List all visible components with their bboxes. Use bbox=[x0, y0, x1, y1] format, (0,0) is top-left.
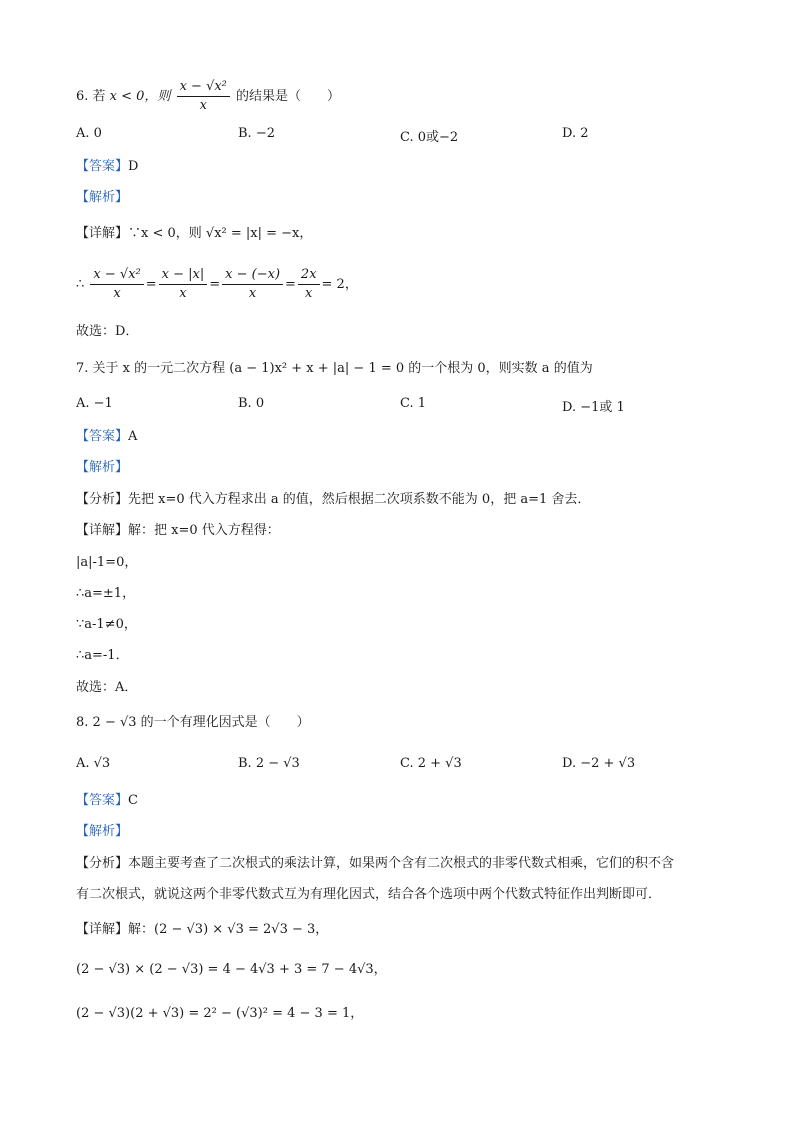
q6-analysis-tag: 【解析】 bbox=[76, 190, 129, 205]
q6-option-a: A. 0 bbox=[76, 126, 102, 141]
q6-step-1-num: x − √x² bbox=[90, 266, 143, 285]
q8-detail-tag: 【详解】 bbox=[76, 922, 129, 937]
q6-detail-text: ∵x < 0，则 √x² = |x| = −x， bbox=[128, 226, 313, 241]
q6-analysis-heading bbox=[76, 188, 128, 208]
q7-detail-tag: 【详解】 bbox=[76, 523, 129, 538]
q6-answer-tag: 【答案】 bbox=[76, 159, 129, 174]
q7-answer-value: A bbox=[128, 429, 138, 444]
q8-analysis-tag: 【解析】 bbox=[76, 824, 129, 839]
q7-analysis-label: 【分析】 bbox=[76, 492, 129, 507]
q8-analysis-line-2: 有二次根式，就说这两个非零代数式互为有理化因式，结合各个选项中两个代数式特征作出判断即可． bbox=[76, 887, 662, 902]
q6-option-c: C. 0或−2 bbox=[400, 130, 459, 145]
q8-detail-line-2: (2 − √3) × (2 − √3) = 4 − 4√3 + 3 = 7 − 4√3， bbox=[76, 962, 387, 977]
q8-option-d: D. −2 + √3 bbox=[562, 756, 636, 771]
q8-detail-line-1 bbox=[76, 920, 328, 940]
q6-detail-tag: 【详解】 bbox=[76, 226, 129, 241]
q6-step-fraction-4 bbox=[298, 266, 320, 303]
q8-analysis-text-1: 本题主要考查了二次根式的乘法计算，如果两个含有二次根式的非零代数式相乘，它们的积不含 bbox=[128, 856, 675, 871]
q6-step-result: = 2， bbox=[321, 277, 358, 292]
q7-detail bbox=[76, 521, 280, 541]
q7-choose: 故选：A． bbox=[76, 680, 138, 695]
q8-option-a: A. √3 bbox=[76, 756, 111, 771]
q6-number: 6. 若 bbox=[76, 89, 110, 104]
q6-step-fraction-2 bbox=[159, 266, 208, 303]
q7-step-1: |a|-1=0， bbox=[76, 555, 138, 570]
q6-step-4-den: x bbox=[305, 286, 313, 301]
q8-answer-value: C bbox=[128, 793, 138, 808]
q6-fraction bbox=[177, 78, 230, 115]
q8-answer bbox=[76, 791, 138, 811]
q6-step-2-num: x − |x| bbox=[159, 266, 208, 285]
q8-stem: 8. 2 − √3 的一个有理化因式是（ ） bbox=[76, 715, 310, 730]
q7-answer bbox=[76, 427, 137, 447]
q6-step-4-num: 2x bbox=[298, 266, 320, 285]
q7-option-b: B. 0 bbox=[238, 396, 265, 411]
q8-detail-text-1: 解：(2 − √3) × √3 = 2√3 − 3， bbox=[128, 922, 329, 937]
q7-step-3: ∵a-1≠0， bbox=[76, 617, 137, 632]
q6-step-1-den: x bbox=[113, 286, 121, 301]
q8-analysis-line-1 bbox=[76, 854, 674, 874]
q7-analysis bbox=[76, 490, 590, 510]
q7-detail-text: 解：把 x=0 代入方程得： bbox=[128, 523, 280, 538]
q7-step-4: ∴a=-1． bbox=[76, 648, 129, 663]
q8-analysis-label: 【分析】 bbox=[76, 856, 129, 871]
q6-fraction-denominator: x bbox=[199, 98, 207, 113]
q6-step-3-num: x − (−x) bbox=[222, 266, 283, 285]
q6-therefore: ∴ bbox=[76, 277, 85, 292]
q7-option-c: C. 1 bbox=[400, 396, 427, 411]
q6-derivation: ∴ $\frac{\text{x − √x²}}{x}$ = $\frac{x - |x|}{x}$ = $\frac{x - (-x)}{x}$ = $\frac{2x}{x}$ = 2， bbox=[76, 267, 358, 301]
q6-step-fraction-1 bbox=[90, 266, 143, 303]
q7-option-d: D. −1或 1 bbox=[562, 400, 625, 415]
q8-option-b: B. 2 − √3 bbox=[238, 756, 300, 771]
q7-option-a: A. −1 bbox=[76, 396, 113, 411]
q6-step-3-den: x bbox=[248, 286, 257, 301]
q6-choose: 故选：D． bbox=[76, 324, 139, 339]
q7-answer-tag: 【答案】 bbox=[76, 429, 129, 444]
q7-step-2: ∴a=±1， bbox=[76, 586, 136, 601]
q7-analysis-heading bbox=[76, 458, 128, 478]
q7-analysis-text: 先把 x=0 代入方程求出 a 的值，然后根据二次项系数不能为 0，把 a=1 舍去． bbox=[128, 492, 591, 507]
q6-answer-value: D bbox=[128, 159, 139, 174]
q6-option-b: B. −2 bbox=[238, 126, 275, 141]
q6-stem bbox=[76, 78, 340, 115]
q8-analysis-heading bbox=[76, 822, 128, 842]
q6-fraction-numerator: x − √x² bbox=[177, 78, 230, 97]
q6-stem-tail: 的结果是（ ） bbox=[231, 89, 341, 104]
q8-detail-line-3: (2 − √3)(2 + √3) = 2² − (√3)² = 4 − 3 = 1， bbox=[76, 1006, 364, 1021]
q7-analysis-tag: 【解析】 bbox=[76, 460, 129, 475]
q6-condition: x < 0，则 bbox=[109, 89, 175, 104]
q8-answer-tag: 【答案】 bbox=[76, 793, 129, 808]
q6-option-d: D. 2 bbox=[562, 126, 589, 141]
q6-step-fraction-3 bbox=[222, 266, 283, 303]
q7-stem: 7. 关于 x 的一元二次方程 (a − 1)x² + x + |a| − 1 = 0 的一个根为 0，则实数 a 的值为 bbox=[76, 361, 593, 376]
q6-step-2-den: x bbox=[179, 286, 187, 301]
q8-option-c: C. 2 + √3 bbox=[400, 756, 462, 771]
q6-detail bbox=[76, 224, 312, 244]
q6-answer bbox=[76, 157, 138, 177]
